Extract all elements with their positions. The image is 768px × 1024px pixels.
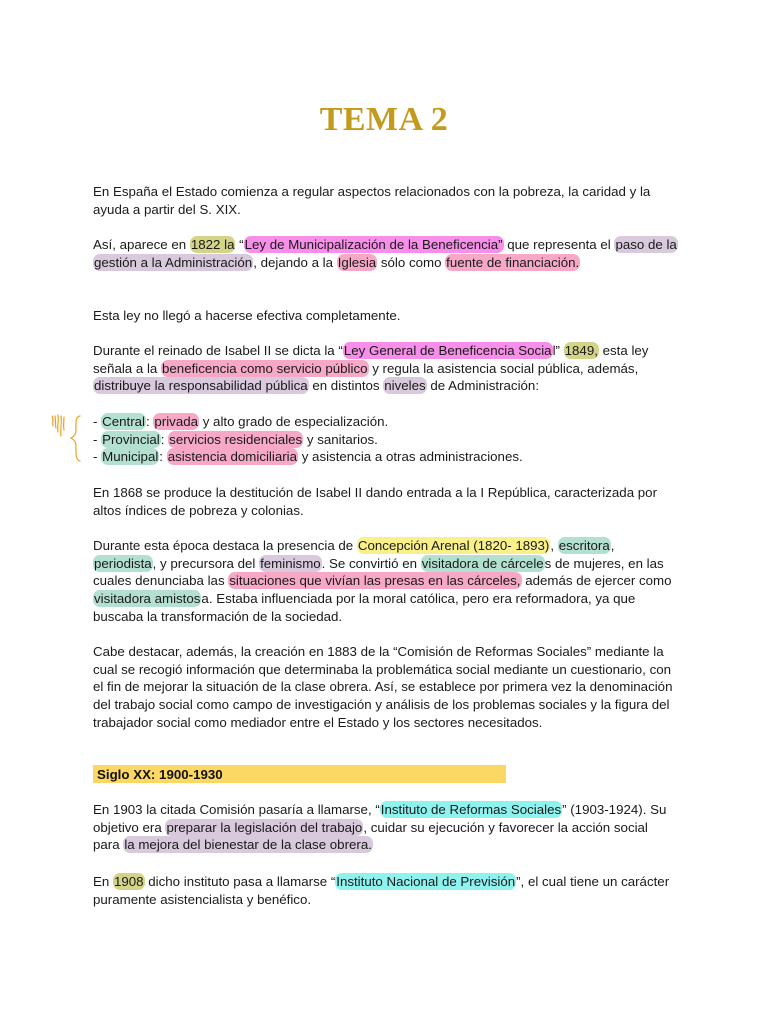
paragraph-1868: En 1868 se produce la destitución de Isabel II dando entrada a la I República, caracterizada por altos índices de pobreza y colonias. (93, 485, 658, 518)
text: : (146, 414, 154, 429)
text: en distintos (308, 378, 384, 394)
highlight-1908: 1908 (113, 874, 144, 889)
paragraph-ley-1822 (93, 236, 678, 271)
highlight-mejora-bienestar: la mejora del bienestar de la clase obrera. (124, 837, 372, 853)
highlight-instituto-prevision: Instituto Nacional de Previsión (336, 874, 516, 889)
text: ” (1903-1924). Su objetivo era (93, 802, 667, 835)
highlight-central: Central (102, 414, 145, 429)
paragraph-1908 (93, 873, 678, 908)
highlight-fuente-financiacion: fuente de financiación. (446, 254, 580, 270)
highlight-niveles: niveles (384, 378, 426, 394)
list-item (93, 448, 678, 466)
highlight-ley-municipalizacion: Ley de Municipalización de la Beneficencia” (244, 237, 503, 252)
highlight-asistencia-domiciliaria: asistencia domiciliaria (167, 449, 298, 465)
highlight-distribuye: distribuye la responsabilidad pública (94, 378, 308, 394)
highlight-situaciones-presas: situaciones que vivían las presas en las cárceles, (229, 573, 521, 589)
text: . Se convirtió en (321, 555, 421, 571)
highlight-privada: privada (154, 414, 199, 429)
text: Así, aparece en (93, 237, 190, 252)
highlight-municipal: Municipal (102, 449, 159, 465)
paragraph-concepcion-arenal (93, 537, 678, 626)
text: l” (552, 343, 564, 358)
text: que representa el (503, 237, 615, 252)
text: sólo como (377, 254, 446, 270)
text: y regula la asistencia social pública, además, (368, 360, 639, 376)
highlight-iglesia: Iglesia (337, 254, 377, 270)
text: “ (235, 237, 244, 252)
highlight-beneficencia-servicio: beneficencia como servicio público (162, 360, 368, 376)
highlight-escritora: escritora (558, 538, 610, 553)
paragraph-no-efectiva: Esta ley no llegó a hacerse efectiva completamente. (93, 308, 401, 323)
text: , cuidar su ejecución y favorecer la acción social para (93, 819, 648, 853)
handwritten-margin-note (46, 412, 86, 464)
paragraph-intro: En España el Estado comienza a regular aspectos relacionados con la pobreza, la caridad y la ayuda a partir del S. XIX. (93, 184, 651, 217)
page-title: TEMA 2 (319, 101, 449, 138)
highlight-instituto-reformas: Instituto de Reformas Sociales (380, 802, 562, 817)
highlight-preparar-legislacion: preparar la legislación del trabajo (166, 819, 363, 835)
text: ”, el cual tiene un carácter puramente asistencialista y benéfico. (93, 874, 670, 907)
text: además de ejercer como (521, 573, 672, 589)
paragraph-ley-1849 (93, 342, 678, 395)
text: de Administración: (426, 378, 540, 394)
list-item (93, 413, 678, 431)
highlight-1849: 1849, (564, 343, 598, 358)
highlight-provincial: Provincial (102, 431, 160, 447)
section-heading: Siglo XX: 1900-1930 (97, 767, 223, 782)
text: y alto grado de especialización. (199, 414, 389, 429)
text: dicho instituto pasa a llamarse “ (144, 874, 336, 889)
list-item (93, 431, 678, 449)
list-dash: - (93, 449, 102, 465)
text: , (610, 538, 615, 553)
paragraph-comision-1883: Cabe destacar, además, la creación en 1883 de la “Comisión de Reformas Sociales” mediante la cual se recogió información que determinaba la problemática social mediante un cuestionario, con el fin de mejorar la situación de la clase obrera. Así, se establece por primera vez la denominación del trabajo social como campo de investigación y análisis de los problemas sociales y la figura del trabajador social como mediador entre el Estado y los sectores necesitados. (93, 644, 673, 730)
highlight-1822: 1822 la (190, 237, 235, 252)
text: , (550, 538, 558, 553)
text: , dejando a la (253, 254, 337, 270)
highlight-servicios-residenciales: servicios residenciales (169, 431, 303, 447)
paragraph-1903 (93, 801, 678, 854)
text: , y precursora del (152, 555, 260, 571)
highlight-visitadora-amistosa: visitadora amistos (94, 591, 201, 607)
text: esta ley señala a la (93, 343, 649, 376)
highlight-feminismo: feminismo (260, 555, 321, 571)
text: s de mujeres, en las cuales denunciaba las (93, 555, 664, 589)
highlight-paso-gestion: paso de la gestión a la Administración (94, 237, 677, 270)
text: Durante esta época destaca la presencia de (93, 538, 357, 553)
text: y asistencia a otras administraciones. (298, 449, 523, 465)
text: a. Estaba influenciada por la moral católica, pero era reformadora, ya que buscaba la transformación de la sociedad. (93, 591, 636, 624)
highlight-concepcion-arenal: Concepción Arenal (1820- 1893) (357, 538, 550, 553)
text: Durante el reinado de Isabel II se dicta la “ (93, 343, 343, 358)
highlight-periodista: periodista (94, 555, 152, 571)
text: En 1903 la citada Comisión pasaría a llamarse, “ (93, 802, 380, 817)
highlight-visitadora-carceles: visitadora de cárcele (421, 555, 544, 571)
highlight-ley-general: Ley General de Beneficencia Socia (343, 343, 552, 358)
text: y sanitarios. (303, 431, 378, 447)
niveles-list (93, 413, 678, 466)
list-dash: - (93, 431, 102, 447)
text: : (159, 449, 167, 465)
handwritten-brace-icon (46, 412, 86, 464)
text: En (93, 874, 113, 889)
text: : (160, 431, 169, 447)
list-dash: - (93, 414, 102, 429)
